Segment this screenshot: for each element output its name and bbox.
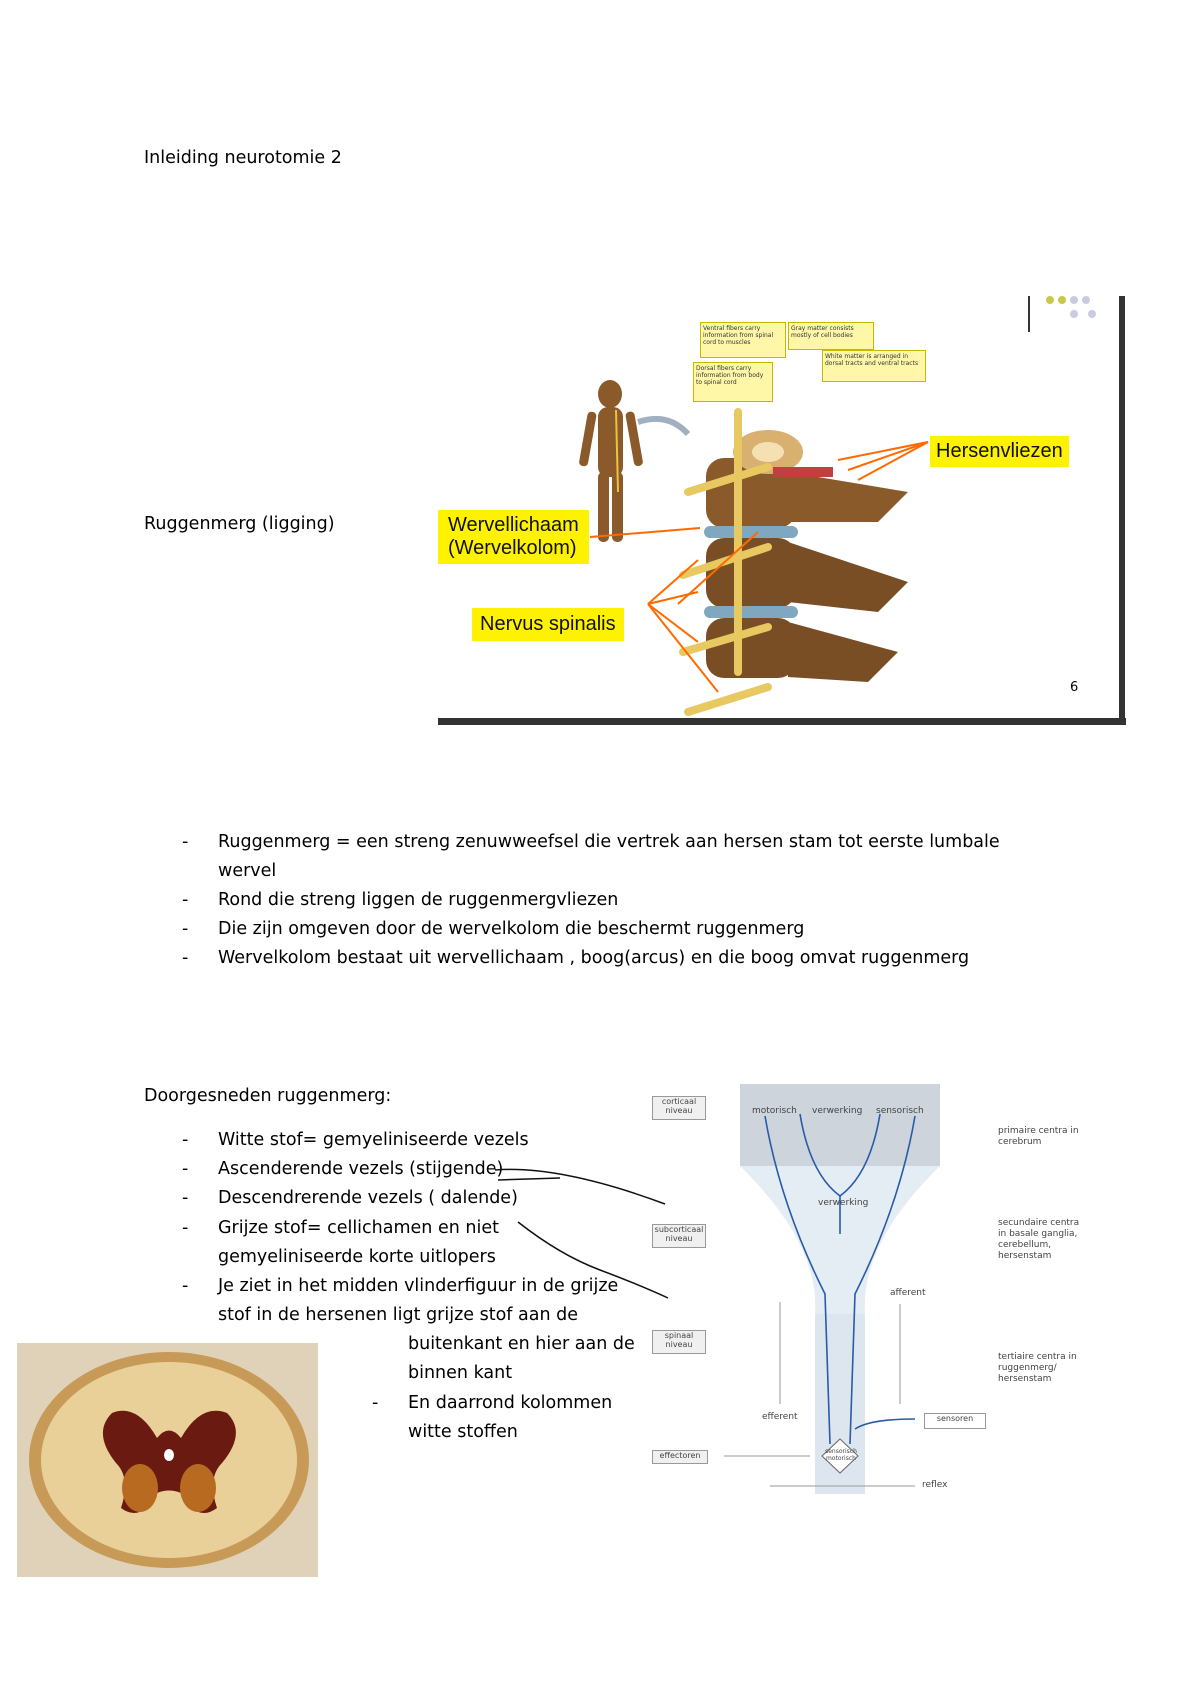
- slide-border-bottom: [438, 718, 1126, 725]
- bullet-dash: -: [182, 1130, 189, 1150]
- label-verwerking-top: verwerking: [812, 1106, 863, 1116]
- subcortical-level-box: subcorticaal niveau: [652, 1224, 706, 1248]
- bullet-item-continuation: buitenkant en hier aan de: [408, 1334, 635, 1354]
- note-ventral-fibers: Ventral fibers carry information from spinal cord to muscles: [700, 322, 786, 358]
- label-nervus-spinalis: Nervus spinalis: [472, 608, 624, 641]
- bullet-item: Ruggenmerg = een streng zenuwweefsel die vertrek aan hersen stam tot eerste lumbale: [218, 832, 1000, 852]
- label-tertiary-centers: tertiaire centra in ruggenmerg/ hersenstam: [998, 1352, 1077, 1384]
- label-primary-centers: primaire centra in cerebrum: [998, 1126, 1079, 1147]
- cross-section-drawing: [17, 1343, 318, 1577]
- page-title: Inleiding neurotomie 2: [144, 148, 342, 168]
- bullet-dash: -: [182, 919, 189, 939]
- label-afferent: afferent: [890, 1288, 926, 1298]
- label-hersenvliezen: Hersenvliezen: [930, 436, 1069, 467]
- label-secondary-centers: secundaire centra in basale ganglia, cerebellum, hersenstam: [998, 1218, 1080, 1261]
- note-dorsal-fibers: Dorsal fibers carry information from body to spinal cord: [693, 362, 773, 402]
- section-heading-ligging: Ruggenmerg (ligging): [144, 514, 335, 534]
- spinal-column-figure: [438, 292, 1126, 726]
- bullet-item: Grijze stof= cellichamen en niet: [218, 1218, 499, 1238]
- note-white-matter: White matter is arranged in dorsal tracts and ventral tracts: [822, 350, 926, 382]
- label-efferent: efferent: [762, 1412, 798, 1422]
- label-sensorisch: sensorisch: [876, 1106, 924, 1116]
- label-verwerking-mid: verwerking: [818, 1198, 869, 1208]
- diagram-funnel: [660, 1084, 1080, 1514]
- sensoren-box: sensoren: [924, 1413, 986, 1429]
- label-wervelkolom-line2: (Wervelkolom): [448, 537, 577, 559]
- bullet-item: Witte stof= gemyeliniseerde vezels: [218, 1130, 529, 1150]
- slide-number: 6: [1070, 680, 1079, 695]
- bullet-item-continuation: stof in de hersenen ligt grijze stof aan de: [218, 1305, 578, 1325]
- label-wervellichaam: [438, 510, 589, 564]
- bullet-dash: -: [182, 948, 189, 968]
- note-gray-matter: Gray matter consists mostly of cell bodies: [788, 322, 874, 350]
- bullet-item: Je ziet in het midden vlinderfiguur in de grijze: [218, 1276, 619, 1296]
- spinal-cord-cross-section-image: [17, 1343, 318, 1577]
- bullet-dash: -: [182, 1188, 189, 1208]
- bullet-item: Ascenderende vezels (stijgende): [218, 1159, 504, 1179]
- bullet-item: En daarrond kolommen: [408, 1393, 613, 1413]
- nervous-system-levels-diagram: [654, 1084, 1080, 1514]
- bullet-item-continuation: binnen kant: [408, 1363, 513, 1383]
- bullet-dash: -: [182, 1159, 189, 1179]
- bullet-dash: -: [182, 1276, 189, 1296]
- bullet-item: Die zijn omgeven door de wervelkolom die beschermt ruggenmerg: [218, 919, 805, 939]
- label-diamond: sensorisch motorisch: [825, 1448, 857, 1462]
- bullet-item-continuation: gemyeliniseerde korte uitlopers: [218, 1247, 496, 1267]
- spinal-level-box: spinaal niveau: [652, 1330, 706, 1354]
- bullet-item: Wervelkolom bestaat uit wervellichaam , boog(arcus) en die boog omvat ruggenmerg: [218, 948, 970, 968]
- slide-border-right: [1119, 296, 1125, 724]
- bullet-item-continuation: wervel: [218, 861, 277, 881]
- bullet-item: Rond die streng liggen de ruggenmergvliezen: [218, 890, 619, 910]
- label-reflex: reflex: [922, 1480, 948, 1490]
- bullet-dash: -: [182, 1218, 189, 1238]
- effectoren-box: effectoren: [652, 1450, 708, 1464]
- cortical-level-box: corticaal niveau: [652, 1096, 706, 1120]
- bullet-dash: -: [372, 1393, 379, 1413]
- bullet-item: Descendrerende vezels ( dalende): [218, 1188, 518, 1208]
- bullet-item-continuation: witte stoffen: [408, 1422, 518, 1442]
- bullet-dash: -: [182, 832, 189, 852]
- section-heading-doorgesneden: Doorgesneden ruggenmerg:: [144, 1086, 392, 1106]
- label-motorisch: motorisch: [752, 1106, 797, 1116]
- label-wervellichaam-line1: Wervellichaam: [448, 514, 579, 536]
- bullet-dash: -: [182, 890, 189, 910]
